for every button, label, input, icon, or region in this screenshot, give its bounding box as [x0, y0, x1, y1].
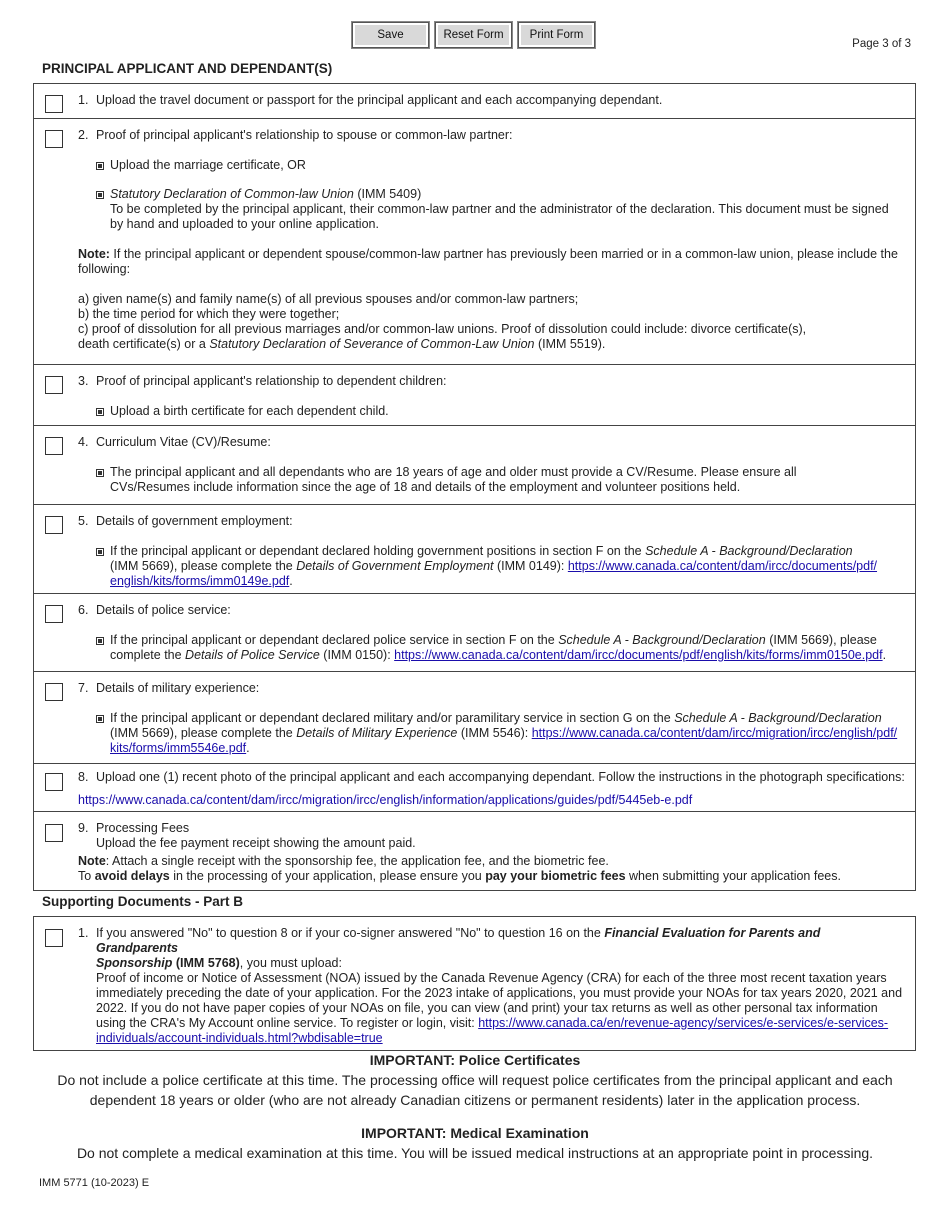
checkbox-item-3[interactable] — [45, 376, 63, 394]
checklist-item-6 — [34, 594, 915, 672]
note-text: Note: Attach a single receipt with the sponsorship fee, the application fee, and the biometric fee. To avoid delays in the processing of your application, please ensure you pay your biometric fees when submitting your application fees. — [78, 854, 841, 883]
checkbox-item-9[interactable] — [45, 824, 63, 842]
item-number: 6. — [78, 603, 89, 617]
bullet-text: If the principal applicant or dependant declared military and/or paramilitary service in section G on the Schedule A - Background/Declaration (IMM 5669), please complete the Details of Military Experience (IMM 5546): https://www.canada.ca/content/dam/ircc/migration/ircc/english/pdf/ kits/forms/imm5546e.pdf. — [110, 711, 898, 755]
checklist-item-8 — [34, 764, 915, 812]
checklist-item-3 — [34, 365, 915, 426]
print-form-button[interactable]: Print Form — [518, 22, 595, 48]
checkbox-item-6[interactable] — [45, 605, 63, 623]
previous-union-list — [78, 292, 855, 352]
imm0149-link[interactable]: https://www.canada.ca/content/dam/ircc/documents/pdf/ — [567, 559, 878, 573]
imm5546-link[interactable]: kits/forms/imm5546e.pdf — [110, 741, 247, 755]
bullet-icon — [96, 637, 104, 645]
bullet-text: The principal applicant and all dependants who are 18 years of age and older must provide a CV/Resume. Please ensure all CVs/Resumes include information since the age of 18 and details of the employment and volunteer positions held. — [110, 465, 797, 494]
save-button[interactable]: Save — [352, 22, 429, 48]
checkbox-item-1[interactable] — [45, 95, 63, 113]
checklist-item-7 — [34, 672, 915, 764]
notice-title: IMPORTANT: Police Certificates — [369, 1052, 581, 1068]
note-label: Note: — [78, 247, 110, 261]
item-number: 3. — [78, 374, 89, 388]
section-title-part-b: Supporting Documents - Part B — [42, 894, 244, 909]
checklist-item-2 — [34, 119, 915, 365]
checklist-item-4 — [34, 426, 915, 505]
checklist-principal — [33, 83, 916, 891]
bullet-text: If the principal applicant or dependant declared holding government positions in section F on the Schedule A - Background/Declaration (IMM 5669), please complete the Details of Government Employment (IMM 0149): https://www.canada.ca/content/dam/ircc/documents/pdf/ english/kits/forms/imm0149e.pdf. — [110, 544, 878, 588]
form-title: Statutory Declaration of Common-law Union — [110, 187, 354, 201]
checkbox-item-8[interactable] — [45, 773, 63, 791]
bullet-text — [110, 187, 903, 232]
bullet-icon — [96, 162, 104, 170]
checklist-item-1 — [34, 84, 915, 119]
section-title-principal: PRINCIPAL APPLICANT AND DEPENDANT(S) — [42, 61, 333, 76]
item-text: If you answered "No" to question 8 or if your co-signer answered "No" to question 16 on the Financial Evaluation for Parents and Grandparents Sponsorship (IMM 5768), you must upload: — [96, 926, 821, 970]
bullet-description: To be completed by the principal applicant, their common-law partner and the administrator of the declaration. This document must be signed by hand and uploaded to your online application. — [110, 202, 889, 231]
bullet-text: Upload a birth certificate for each dependent child. — [110, 404, 389, 418]
list-item: b) the time period for which they were together; — [78, 307, 340, 321]
noa-paragraph: Proof of income or Notice of Assessment (NOA) issued by the Canada Revenue Agency (CRA) for each of the three most recent taxation years immediately preceding the date of your application. For the 2023 intake of applications, you must provide your NOAs for tax years 2020, 2021 and 2022. If you do not have paper copies of your NOAs on file, you can view (and print) your tax returns as well as other personal tax information using the CRA's My Account online service. To register or login, visit: https://www.canada.ca/en/revenue-agency/services/e-services/e-services-individuals/account-individuals.html?wbdisable=true — [96, 971, 903, 1045]
bullet-text: If the principal applicant or dependant declared police service in section F on the Schedule A - Background/Declaration (IMM 5669), please complete the Details of Police Service (IMM 0150): https://www.canada.ca/content/dam/ircc/documents/pdf/english/kits/forms/imm0150e.pdf. — [110, 633, 887, 662]
bullet-icon — [96, 469, 104, 477]
item-number: 5. — [78, 514, 89, 528]
item-text: Upload the travel document or passport for the principal applicant and each accompanying dependant. — [96, 93, 663, 107]
list-item: a) given name(s) and family name(s) of all previous spouses and/or common-law partners; — [78, 292, 579, 306]
bullet-text: Upload the marriage certificate, OR — [110, 158, 306, 172]
bullet-icon — [96, 408, 104, 416]
checkbox-item-7[interactable] — [45, 683, 63, 701]
imm0149-link[interactable]: english/kits/forms/imm0149e.pdf — [110, 574, 290, 588]
item-number: 7. — [78, 681, 89, 695]
item-number: 9. — [78, 821, 89, 835]
checkbox-item-5[interactable] — [45, 516, 63, 534]
list-item: c) proof of dissolution for all previous marriages and/or common-law unions. Proof of dissolution could include: divorce certificate(s), — [78, 322, 807, 336]
item-text: Curriculum Vitae (CV)/Resume: — [96, 435, 271, 449]
checklist-part-b — [33, 916, 916, 1051]
item-text: Proof of principal applicant's relationship to dependent children: — [96, 374, 447, 388]
cra-my-account-link[interactable]: https://www.canada.ca/en/revenue-agency/services/e-services/e-services-individuals/account-individuals.html?wbdisable=true — [96, 1016, 889, 1045]
checkbox-item-2[interactable] — [45, 130, 63, 148]
imm0150-link[interactable]: https://www.canada.ca/content/dam/ircc/documents/pdf/english/kits/forms/imm0150e.pdf — [394, 648, 883, 662]
item-text: Details of military experience: — [96, 681, 260, 695]
item-number: 2. — [78, 128, 89, 142]
page-number: Page 3 of 3 — [852, 38, 911, 50]
bullet-icon — [96, 548, 104, 556]
important-police-certificates — [40, 1050, 910, 1110]
checklist-item-5 — [34, 505, 915, 594]
checkbox-part-b-1[interactable] — [45, 929, 63, 947]
notice-title: IMPORTANT: Medical Examination — [361, 1125, 589, 1141]
item-text: Processing Fees Upload the fee payment receipt showing the amount paid. — [96, 821, 416, 850]
notice-text: Do not include a police certificate at this time. The processing office will request police certificates from the principal applicant and each dependent 18 years or older (who are not already Canadian citizens or permanent residents) later in the application process. — [57, 1072, 893, 1108]
item-number: 1. — [78, 93, 89, 107]
checkbox-item-4[interactable] — [45, 437, 63, 455]
note-text — [78, 247, 903, 277]
imm5546-link[interactable]: https://www.canada.ca/content/dam/ircc/migration/ircc/english/pdf/ — [531, 726, 898, 740]
item-text: Details of police service: — [96, 603, 231, 617]
item-number: 4. — [78, 435, 89, 449]
bullet-icon — [96, 191, 104, 199]
form-code-footer: IMM 5771 (10-2023) E — [39, 1177, 150, 1189]
list-item: death certificate(s) or a Statutory Declaration of Severance of Common-Law Union (IMM 5519). — [78, 337, 606, 351]
form-toolbar — [352, 22, 595, 48]
item-text: Proof of principal applicant's relationship to spouse or common-law partner: — [96, 128, 513, 142]
photo-specifications-link[interactable]: https://www.canada.ca/content/dam/ircc/migration/ircc/english/information/applications/guides/pdf/5445eb-e.pdf — [78, 793, 693, 807]
note-body: If the principal applicant or dependent spouse/common-law partner has previously been married or in a common-law union, please include the following: — [78, 247, 898, 276]
item-text: Upload one (1) recent photo of the principal applicant and each accompanying dependant. Follow the instructions in the photograph specifications: — [96, 770, 905, 784]
form-code: (IMM 5409) — [353, 187, 422, 201]
reset-form-button[interactable]: Reset Form — [435, 22, 512, 48]
item-number: 1. — [78, 926, 89, 940]
bullet-icon — [96, 715, 104, 723]
checklist-item-9 — [34, 812, 915, 890]
item-number: 8. — [78, 770, 89, 784]
notice-text: Do not complete a medical examination at this time. You will be issued medical instructions at an appropriate point in processing. — [76, 1145, 874, 1161]
item-text: Details of government employment: — [96, 514, 293, 528]
important-medical-examination — [40, 1123, 910, 1163]
